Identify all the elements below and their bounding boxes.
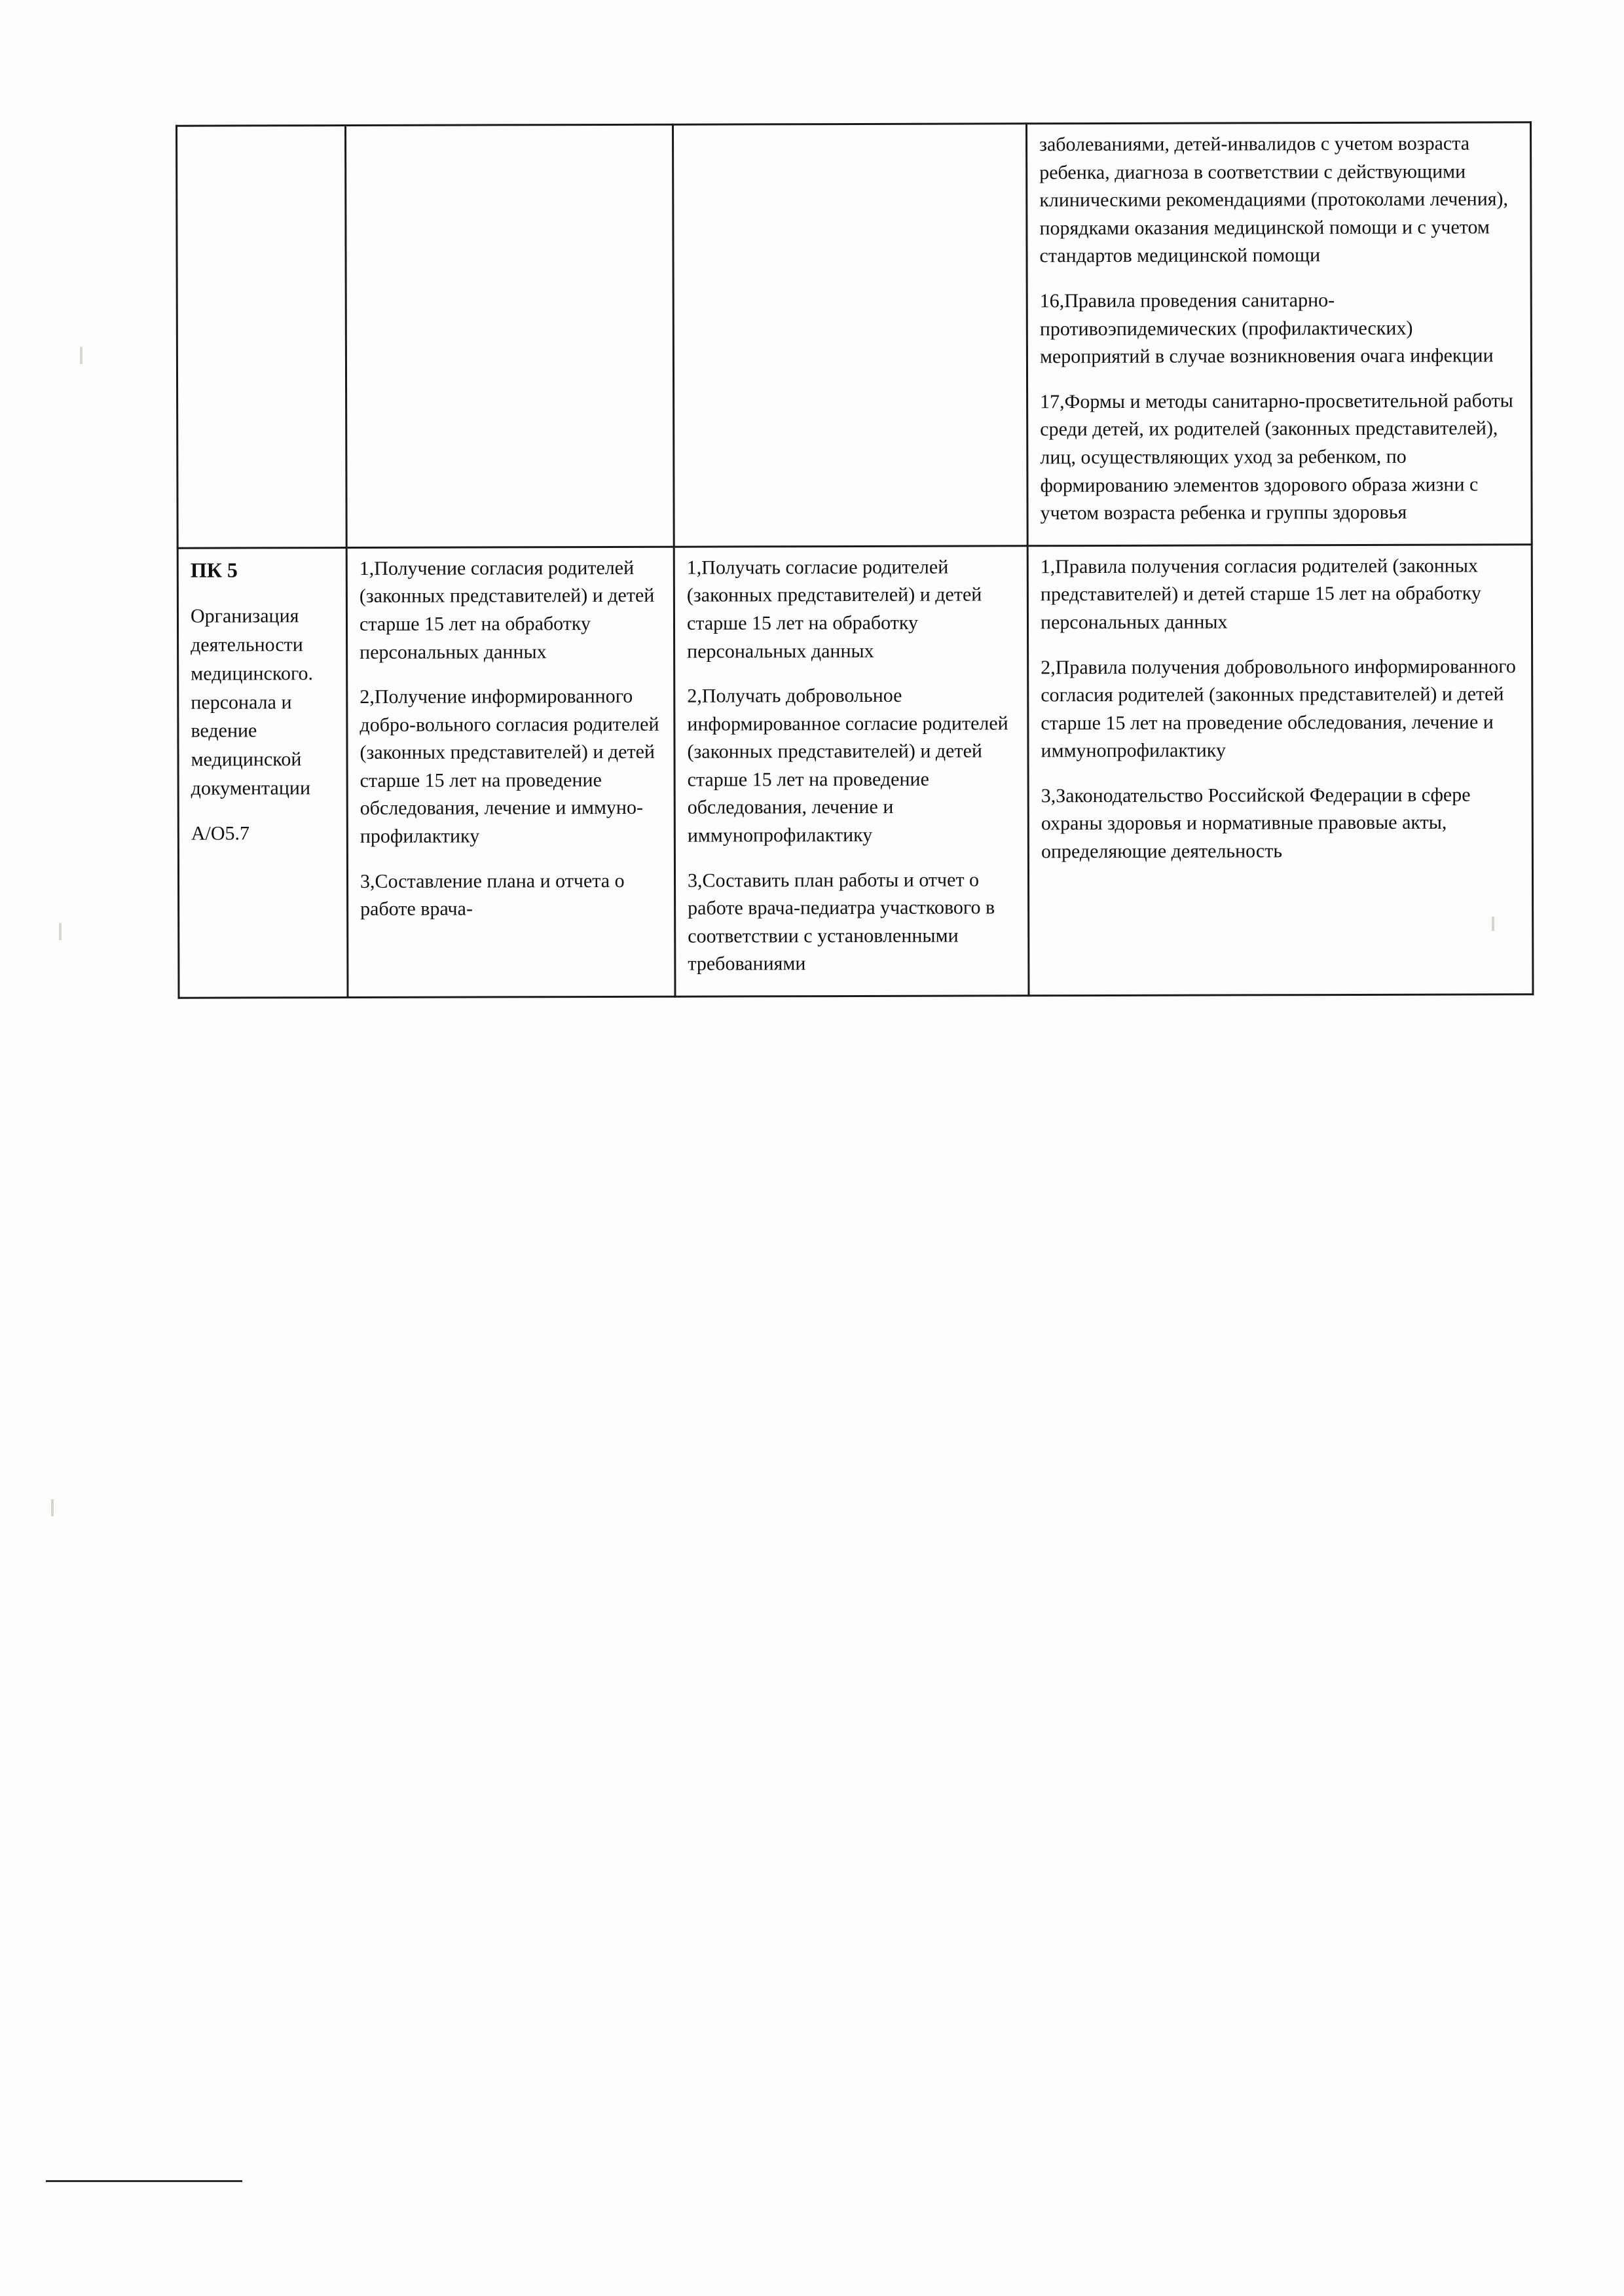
knowledge-item: заболеваниями, детей-инвалидов с учетом возраста ребенка, диагноза в соответствии с действующими клиническими рекомендациями (протоколами лечения), порядками оказания медицинской помощи и с учетом стандартов медицинской помощи [1039, 132, 1509, 267]
table-row [177, 122, 1532, 548]
knowledge-item: 2,Правила получения добровольного информированного согласия родителей (законных представителей) и детей старше 15 лет на проведение обследования, лечение и иммунопрофилактику [1041, 655, 1516, 762]
knowledge-item: 16,Правила проведения санитарно-противоэпидемических (профилактических) мероприятий в случае возникновения очага инфекции [1039, 289, 1494, 368]
competency-title: Организация деятельности медицинского. персонала и ведение медицинской документации [190, 605, 314, 799]
competency-table [175, 121, 1534, 998]
scan-artifact [51, 1499, 54, 1516]
action-item: 3,Составление плана и отчета о работе врача- [360, 869, 625, 920]
cell-knowledge-pk5 [1027, 545, 1533, 996]
cell-actions-continuation [346, 124, 674, 547]
table-row [177, 545, 1533, 998]
cell-knowledge-continuation [1027, 122, 1532, 546]
cell-code-pk5 [177, 547, 348, 998]
cell-actions-pk5 [346, 547, 675, 998]
cell-skills-continuation [673, 124, 1028, 547]
cell-code-continuation [177, 126, 347, 548]
cell-skills-pk5 [674, 546, 1029, 997]
skill-item: 3,Составить план работы и отчет о работе врача-педиатра участкового в соответствии с установленными требованиями [687, 869, 995, 975]
knowledge-item: 3,Законодательство Российской Федерации в сфере охраны здоровья и нормативные правовые акты, определяющие деятельность [1041, 784, 1471, 863]
skill-item: 1,Получать согласие родителей (законных представителей) и детей старше 15 лет на обработку персональных данных [686, 556, 982, 663]
competency-code: ПК 5 [190, 558, 238, 582]
footer-rule [46, 2180, 242, 2182]
knowledge-item: 17,Формы и методы санитарно-просветительной работы среди детей, их родителей (законных представителей), лиц, осуществляющих уход за ребенком, по формированию элементов здорового образа жизни с учетом возраста ребенка и группы здоровья [1040, 390, 1513, 524]
action-item: 1,Получение согласия родителей (законных представителей) и детей старше 15 лет на обработку персональных данных [359, 556, 655, 663]
scan-artifact [80, 347, 83, 364]
scan-artifact [59, 923, 62, 940]
competency-ao-code: А/О5.7 [191, 822, 250, 845]
skill-item: 2,Получать добровольное информированное согласие родителей (законных представителей) и детей старше 15 лет на проведение обследования, лечение и иммунопрофилактику [687, 684, 1008, 847]
action-item: 2,Получение информированного добро-вольного согласия родителей (законных представителей) и детей старше 15 лет на проведение обследования, лечение и иммуно-профилактику [360, 685, 659, 848]
knowledge-item: 1,Правила получения согласия родителей (законных представителей) и детей старше 15 лет на обработку персональных данных [1040, 555, 1481, 634]
